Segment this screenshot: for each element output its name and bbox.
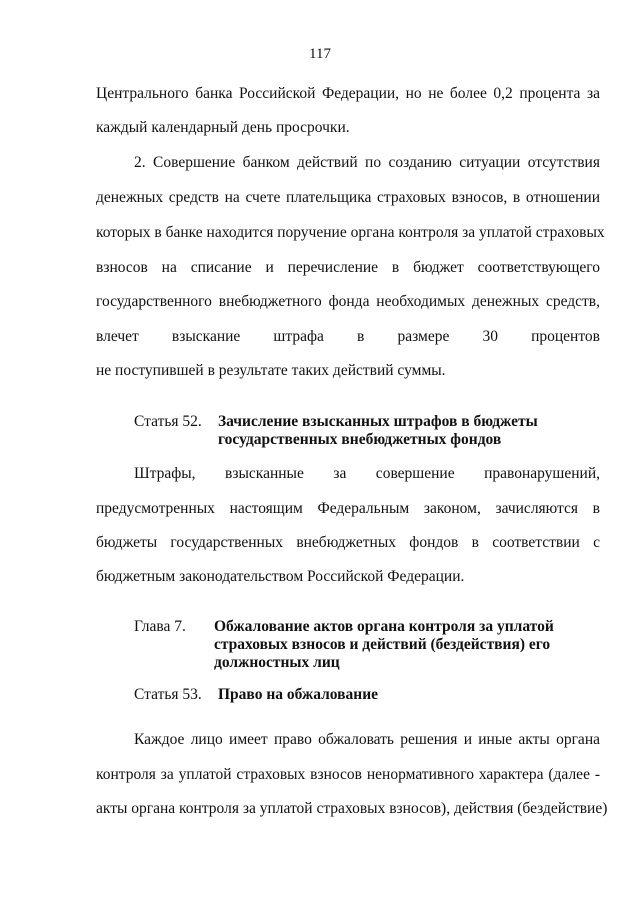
article-53-title: Право на обжалование — [218, 686, 379, 703]
article-52-label: Статья 52. — [134, 413, 202, 430]
text-line: взносов на списание и перечисление в бюджет соответствующего — [96, 259, 600, 276]
text-line: 2. Совершение банком действий по созданию ситуации отсутствия — [134, 154, 600, 171]
article-52-title: Зачисление взысканных штрафов в бюджеты — [218, 413, 538, 430]
text-line: денежных средств на счете плательщика страховых взносов, в отношении — [96, 189, 600, 206]
text-line: которых в банке находится поручение органа контроля за уплатой страховых — [96, 224, 605, 241]
text-line: Центрального банка Российской Федерации, но не более 0,2 процента за — [96, 85, 600, 102]
text-line: предусмотренных настоящим Федеральным законом, зачисляются в — [96, 500, 600, 517]
text-line: Каждое лицо имеет право обжаловать решения и иные акты органа — [134, 731, 600, 748]
text-line: Штрафы, взысканные за совершение правонарушений, — [134, 465, 600, 482]
text-line: государственного внебюджетного фонда необходимых денежных средств, — [96, 293, 600, 310]
text-line: бюджеты государственных внебюджетных фондов в соответствии с — [96, 534, 600, 551]
chapter-7-label: Глава 7. — [134, 618, 186, 635]
text-line: каждый календарный день просрочки. — [96, 119, 350, 136]
article-52-title: государственных внебюджетных фондов — [218, 431, 502, 448]
text-line: контроля за уплатой страховых взносов ненормативного характера (далее - — [96, 766, 600, 783]
text-line: влечет взыскание штрафа в размере 30 процентов — [96, 328, 600, 345]
chapter-7-title: должностных лиц — [214, 654, 340, 671]
text-line: не поступившей в результате таких действий суммы. — [96, 362, 446, 379]
article-53-label: Статья 53. — [134, 686, 202, 703]
chapter-7-title: Обжалование актов органа контроля за уплатой — [214, 618, 554, 635]
text-line: акты органа контроля за уплатой страховых взносов), действия (бездействие) — [96, 800, 608, 817]
text-line: бюджетным законодательством Российской Федерации. — [96, 568, 465, 585]
chapter-7-title: страховых взносов и действий (бездействия) его — [214, 636, 551, 653]
page-number: 117 — [309, 46, 331, 62]
